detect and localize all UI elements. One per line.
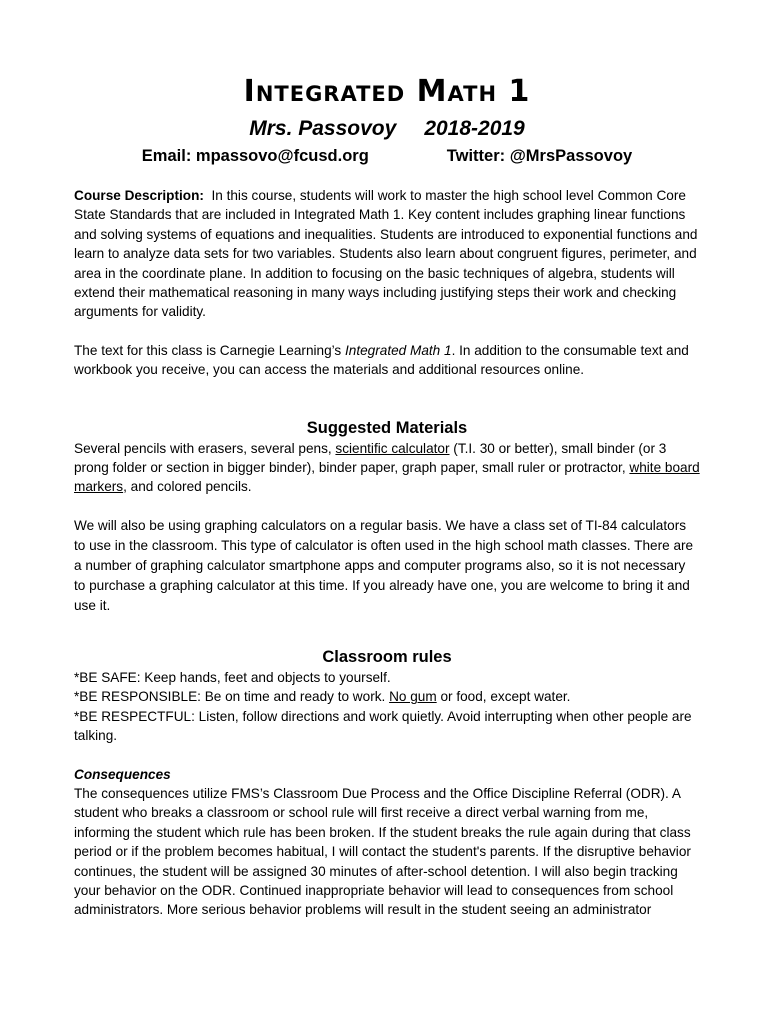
twitter-text: Twitter: @MrsPassovoy (446, 147, 633, 165)
materials-paragraph (74, 439, 700, 497)
course-description-label: Course Description: (74, 188, 204, 203)
rules-heading: Classroom rules (322, 647, 452, 666)
rule-safe: *BE SAFE: Keep hands, feet and objects to yourself. (74, 669, 391, 685)
page-title: Integrated Math 1 (243, 74, 531, 109)
rule-respectful: *BE RESPECTFUL: Listen, follow directions and work quietly. Avoid interrupting when other people are talking. (74, 708, 692, 744)
school-year: 2018-2019 (424, 117, 525, 140)
no-gum-text: No gum (389, 689, 437, 705)
materials-text-1: Several pencils with erasers, several pens, (74, 440, 336, 456)
textbook-text-before: The text for this class is Carnegie Learning’s (74, 342, 345, 358)
scientific-calculator-link[interactable]: scientific calculator (335, 440, 450, 456)
textbook-paragraph (74, 341, 700, 380)
rule-responsible (74, 687, 700, 706)
email-text: Email: mpassovo@fcusd.org (141, 147, 369, 165)
white-board-markers-link[interactable]: white board markers (74, 460, 700, 495)
course-description (74, 186, 700, 322)
document-page (74, 72, 700, 920)
consequences-heading: Consequences (74, 766, 171, 782)
rule-responsible-text-2: or food, except water. (436, 689, 571, 705)
materials-text-2: (T.I. 30 or better), small binder (or 3 prong folder or section in bigger binder), binder paper, graph paper, small ruler or protractor, (74, 440, 667, 476)
course-description-text: In this course, students will work to master the high school level Common Core State Standards that are included in Integrated Math 1. Key content includes graphing linear functions and solving systems of equations and inequalities. Students are introduced to exponential functions and learn to analyze data sets for two variables. Students also learn about congruent figures, perimeter, and area in the coordinate plane. In addition to focusing on the basic techniques of algebra, students will extend their mathematical reasoning in many ways including justifying steps their work and checking arguments for validity. (74, 188, 698, 320)
teacher-line (74, 114, 700, 144)
rule-responsible-text-1: *BE RESPONSIBLE: Be on time and ready to work. (74, 689, 390, 705)
graphing-calculator-paragraph: We will also be using graphing calculators on a regular basis. We have a class set of TI-84 calculators to use in the classroom. This type of calculator is often used in the high school math classes. There are a number of graphing calculator smartphone apps and computer programs also, so it is not necessary to purchase a graphing calculator at this time. If you already have one, you are welcome to bring it and use it. (74, 517, 694, 613)
textbook-text-after: . In addition to the consumable text and workbook you receive, you can access the materials and additional resources online. (74, 342, 689, 378)
materials-heading: Suggested Materials (306, 418, 468, 437)
consequences-paragraph: The consequences utilize FMS’s Classroom Due Process and the Office Discipline Referral (ODR). A student who breaks a classroom or school rule will first receive a direct verbal warning from me, informing the student which rule has been broken. If the student breaks the rule again during that class period or if the problem becomes habitual, I will contact the student's parents. If the disruptive behavior continues, the student will be assigned 30 minutes of after-school detention. I will also begin tracking your behavior on the ODR. Continued inappropriate behavior will lead to consequences from school administrators. More serious behavior problems will result in the student seeing an administrator (74, 785, 691, 918)
contact-line (74, 144, 700, 168)
materials-text-3: , and colored pencils. (123, 479, 252, 495)
textbook-title: Integrated Math 1 (345, 342, 452, 358)
teacher-name: Mrs. Passovoy (249, 117, 397, 140)
